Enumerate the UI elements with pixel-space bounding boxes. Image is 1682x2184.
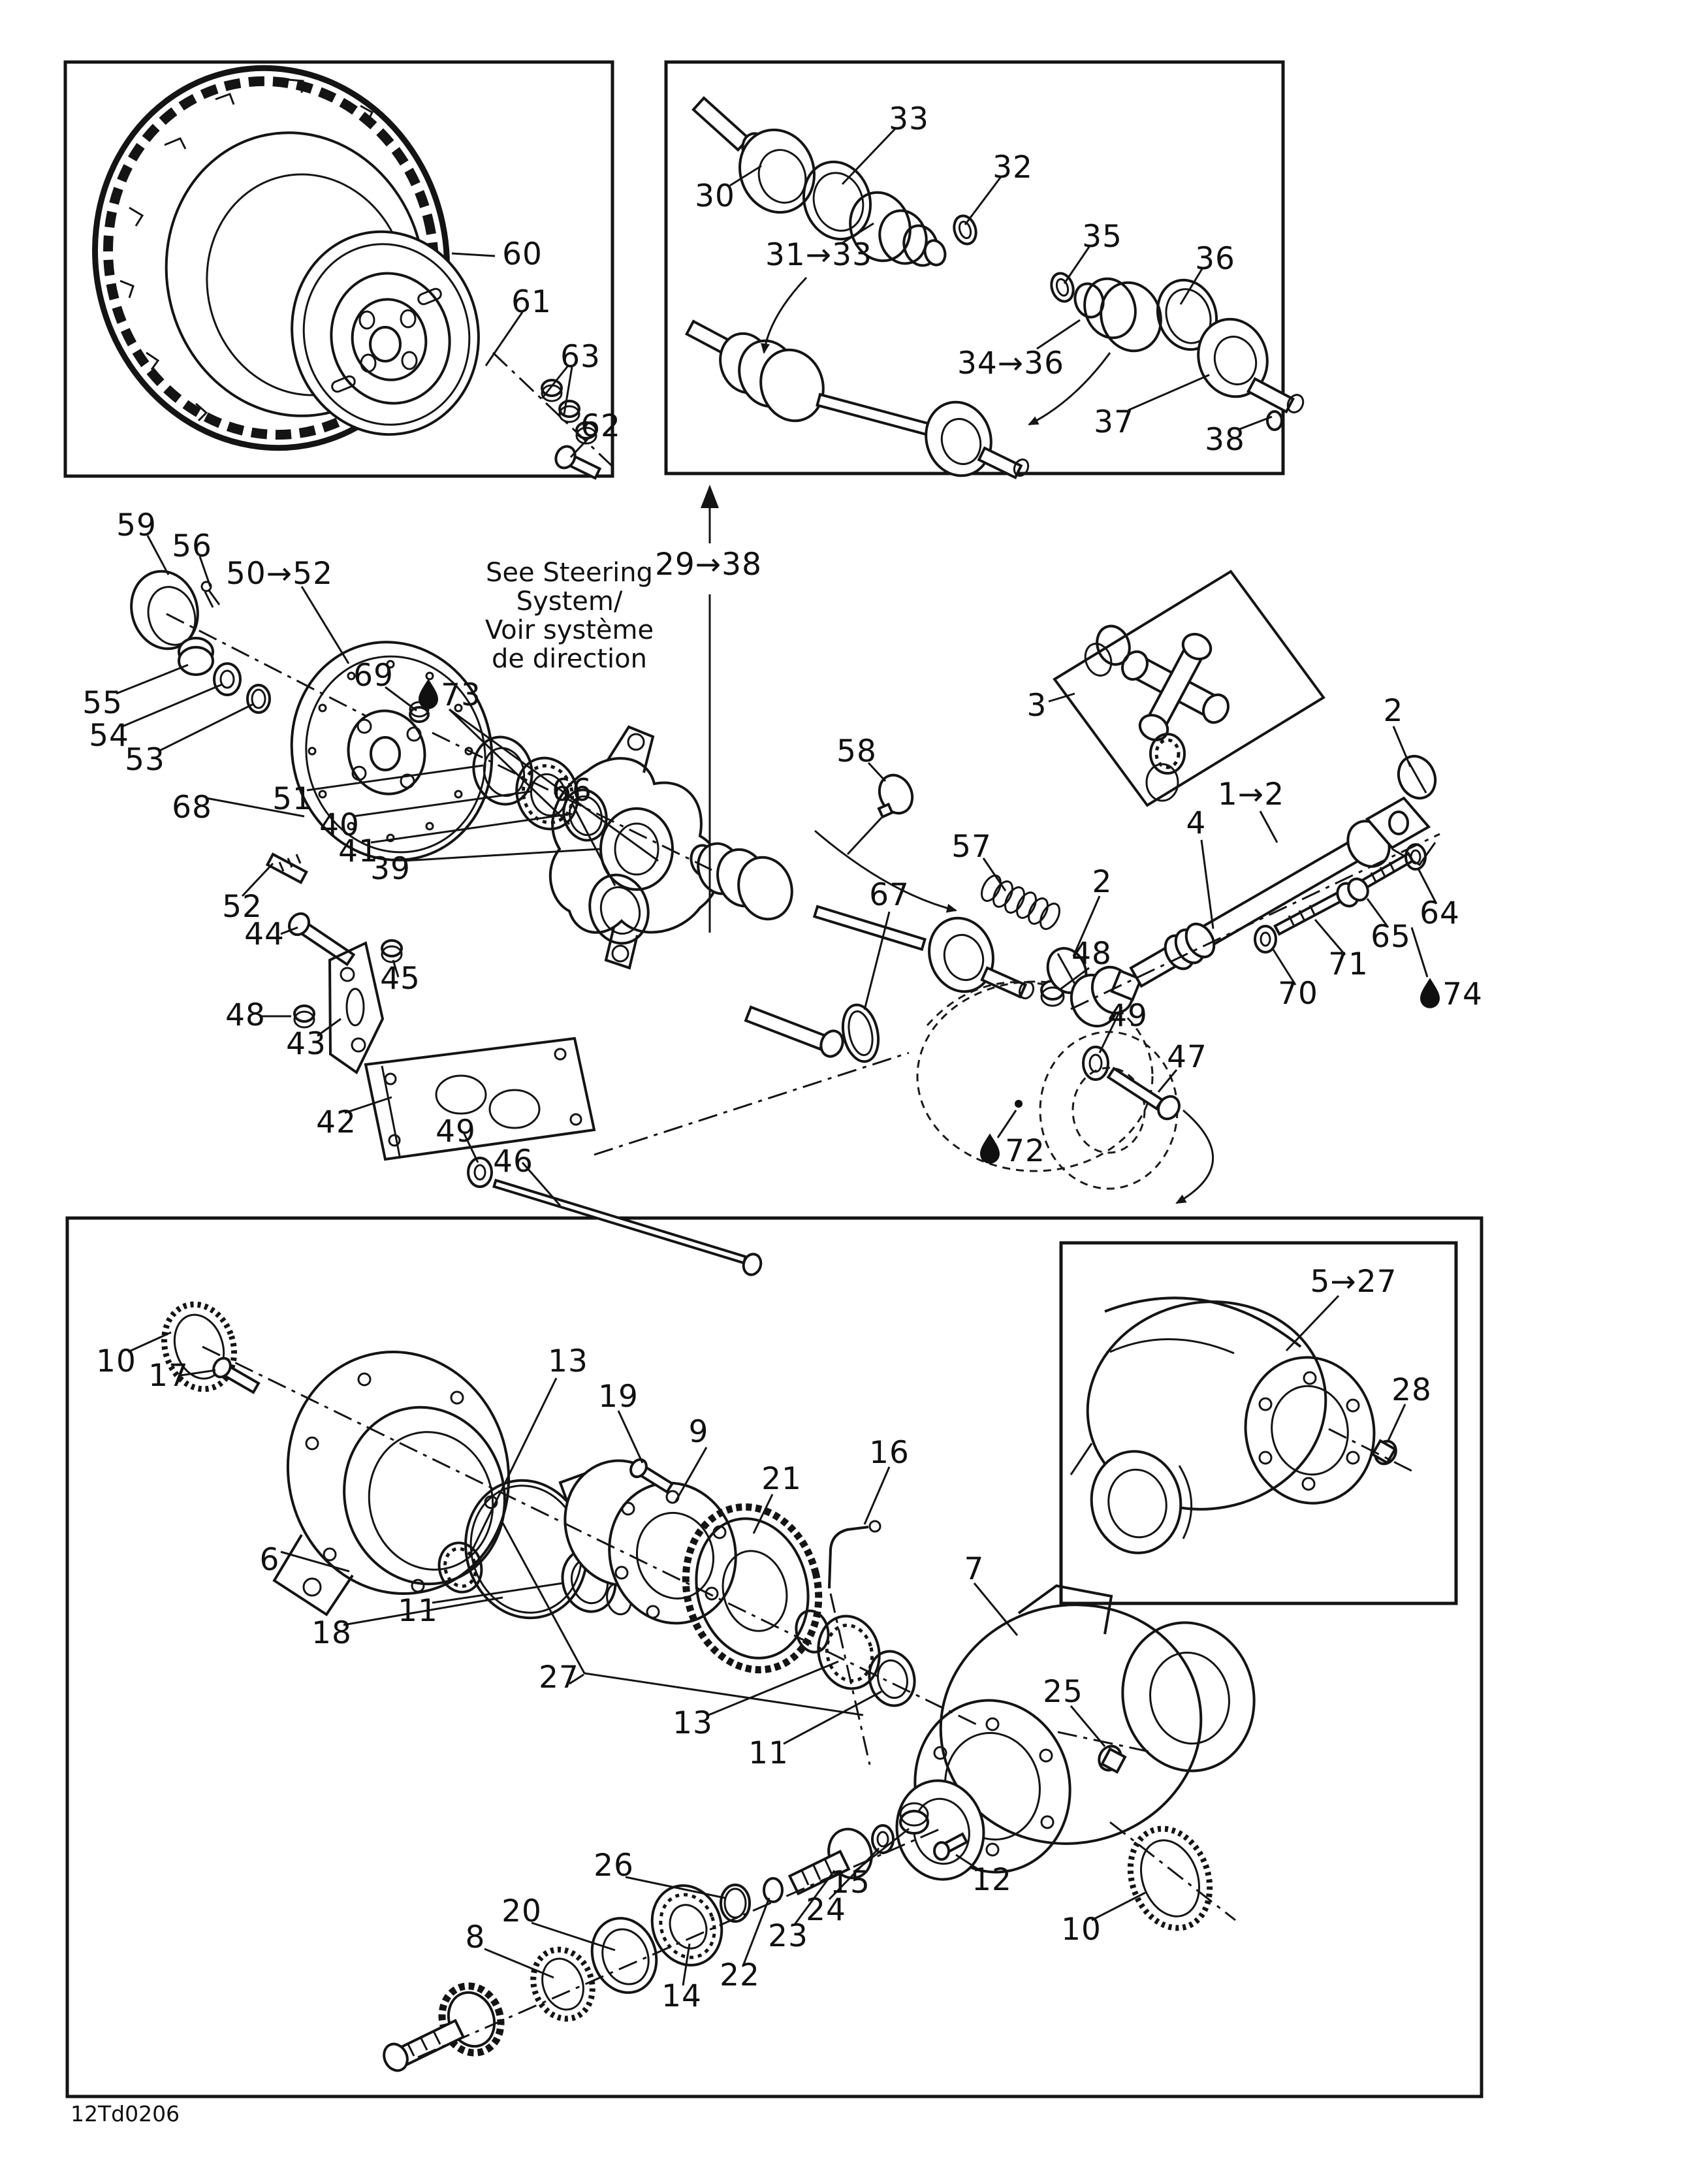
bolt-47 [1108, 1068, 1162, 1108]
part-callout-7: 7 [964, 1551, 985, 1587]
part-callout-43: 43 [286, 1026, 326, 1062]
part-callout-49b: 49 [1107, 998, 1148, 1034]
part-callout-64: 64 [1420, 895, 1460, 931]
axle-shaft [817, 394, 929, 434]
part-callout-67: 67 [869, 877, 910, 913]
part-callout-27: 27 [539, 1660, 579, 1695]
part-callout-41: 41 [338, 833, 379, 869]
part-callout-44: 44 [244, 916, 285, 952]
part-callout-8: 8 [465, 1919, 486, 1955]
washer-49a [468, 1158, 492, 1187]
part-callout-23: 23 [768, 1918, 808, 1954]
install-direction-arrows [764, 278, 1213, 1203]
part-callout-10b: 10 [1061, 1912, 1102, 1948]
part-callout-61: 61 [511, 284, 552, 320]
part-callout-22: 22 [720, 1957, 760, 1993]
stud-52 [268, 854, 307, 882]
pinion-gear-stack [380, 1803, 928, 2074]
bolt-46 [494, 1180, 746, 1263]
part-callout-68: 68 [172, 790, 212, 826]
part-callout-48b: 48 [1071, 936, 1112, 972]
seal-ring-10b [1117, 1818, 1223, 1939]
part-callout-54: 54 [89, 718, 129, 754]
bearing-13b [811, 1610, 887, 1695]
part-callout-60: 60 [502, 236, 543, 272]
final-drive-housing-7 [888, 1581, 1268, 1939]
part-callout-52m: 52 [222, 889, 262, 925]
see-steering-note-line-3: Voir système [484, 615, 654, 645]
drain-point [1015, 1100, 1023, 1108]
part-callout-14: 14 [661, 1978, 702, 2014]
cable-tie-58 [848, 770, 918, 854]
part-callout-16: 16 [869, 1435, 910, 1471]
oil-drop-icon [980, 1134, 1000, 1164]
part-callout-34-36: 34→36 [957, 345, 1064, 381]
assembled-differential-drawing [1071, 1283, 1400, 1560]
part-callout-62: 62 [580, 408, 621, 444]
part-callout-42: 42 [316, 1104, 357, 1140]
front-yoke-stub-and-oring [746, 1002, 883, 1065]
washer-70 [1255, 926, 1276, 952]
part-callout-13b: 13 [673, 1705, 713, 1741]
part-callout-18: 18 [311, 1615, 352, 1651]
part-callout-5-27: 5→27 [1310, 1264, 1397, 1300]
figure-part-code: 12Td0206 [71, 2101, 180, 2127]
circlip-35 [1048, 270, 1077, 304]
spring-57 [978, 873, 1064, 932]
part-callout-39: 39 [370, 851, 411, 887]
washer-54 [214, 664, 240, 695]
part-callout-9: 9 [688, 1414, 709, 1450]
part-callout-50-52: 50→52 [226, 556, 333, 592]
part-callout-4: 4 [1186, 805, 1207, 841]
part-callout-30: 30 [695, 178, 735, 214]
right-cv-joint-set [1048, 270, 1306, 430]
part-callout-21: 21 [761, 1461, 802, 1497]
part-callout-59: 59 [116, 507, 157, 543]
part-callout-45: 45 [380, 961, 420, 997]
part-callout-29-38: 29→38 [655, 547, 762, 583]
part-callout-55: 55 [82, 685, 123, 721]
part-callout-51: 51 [272, 781, 313, 817]
see-steering-note-line-1: See Steering [486, 558, 653, 588]
circlip-38 [1267, 411, 1282, 430]
part-callout-13a: 13 [548, 1343, 588, 1379]
part-callout-37: 37 [1094, 404, 1134, 440]
part-callout-46: 46 [493, 1144, 533, 1180]
seal-66 [582, 868, 656, 950]
differential-box [67, 1218, 1482, 2096]
part-callout-15: 15 [830, 1865, 870, 1901]
part-callout-12: 12 [972, 1862, 1012, 1898]
part-callout-11b: 11 [748, 1735, 789, 1771]
housing-cover-6 [259, 1328, 534, 1617]
part-callout-36: 36 [1195, 241, 1235, 277]
part-callout-65: 65 [1371, 919, 1411, 955]
centerlines [167, 353, 1440, 2057]
part-callout-17: 17 [148, 1358, 189, 1394]
pinion-gear [433, 1978, 510, 2061]
part-callout-6: 6 [259, 1542, 280, 1578]
part-callout-26: 26 [594, 1848, 634, 1884]
oil-drop-icon [1420, 978, 1440, 1008]
part-callout-19: 19 [598, 1379, 639, 1415]
u-joint-repair-kit-3 [1055, 571, 1324, 805]
part-callout-20: 20 [501, 1893, 542, 1929]
part-callout-24: 24 [806, 1892, 846, 1928]
part-callout-33: 33 [889, 101, 929, 137]
part-callout-49a: 49 [436, 1114, 476, 1149]
skid-plate-42 [366, 1038, 763, 1277]
part-callout-53: 53 [125, 742, 165, 778]
vent-tube-16 [829, 1521, 880, 1588]
part-callout-32: 32 [992, 150, 1033, 185]
part-callout-10a: 10 [96, 1343, 136, 1379]
see-steering-note-line-4: de direction [491, 644, 648, 674]
bracket-43 [330, 943, 383, 1072]
part-callout-48a: 48 [225, 997, 266, 1033]
o-ring-67 [838, 1002, 883, 1065]
part-callout-57: 57 [951, 829, 992, 865]
see-steering-note-line-2: System/ [516, 586, 623, 617]
differential-core [552, 1449, 920, 1710]
part-callout-2a: 2 [1383, 693, 1404, 729]
part-callout-71: 71 [1328, 946, 1369, 982]
part-callout-69: 69 [353, 658, 394, 694]
part-callout-1-2: 1→2 [1217, 777, 1285, 812]
part-callout-63: 63 [560, 339, 601, 375]
part-callout-56: 56 [172, 528, 212, 564]
part-callout-40: 40 [319, 807, 360, 843]
part-callout-72: 72 [1005, 1133, 1045, 1169]
part-callout-3: 3 [1026, 688, 1047, 724]
bearing-race-20 [582, 1909, 667, 2002]
part-callout-35: 35 [1082, 219, 1122, 255]
wheel-rim-drawing [270, 212, 500, 454]
part-callout-58: 58 [836, 733, 877, 769]
part-callout-11a: 11 [398, 1593, 438, 1629]
part-callout-25: 25 [1043, 1674, 1083, 1710]
part-callout-28: 28 [1391, 1372, 1432, 1408]
part-callout-73: 73 [441, 677, 481, 713]
circlip-32 [951, 213, 979, 247]
part-callout-31-33: 31→33 [765, 237, 872, 273]
part-callout-2b: 2 [1092, 864, 1113, 900]
washer-49b [1083, 1047, 1108, 1080]
part-callout-38: 38 [1205, 422, 1245, 458]
part-callout-70: 70 [1278, 976, 1318, 1012]
part-callout-74: 74 [1442, 976, 1483, 1012]
seal-8 [524, 1941, 602, 2027]
part-callout-66: 66 [552, 773, 592, 809]
part-callout-47: 47 [1167, 1039, 1207, 1075]
oil-drop-icon [419, 679, 438, 709]
